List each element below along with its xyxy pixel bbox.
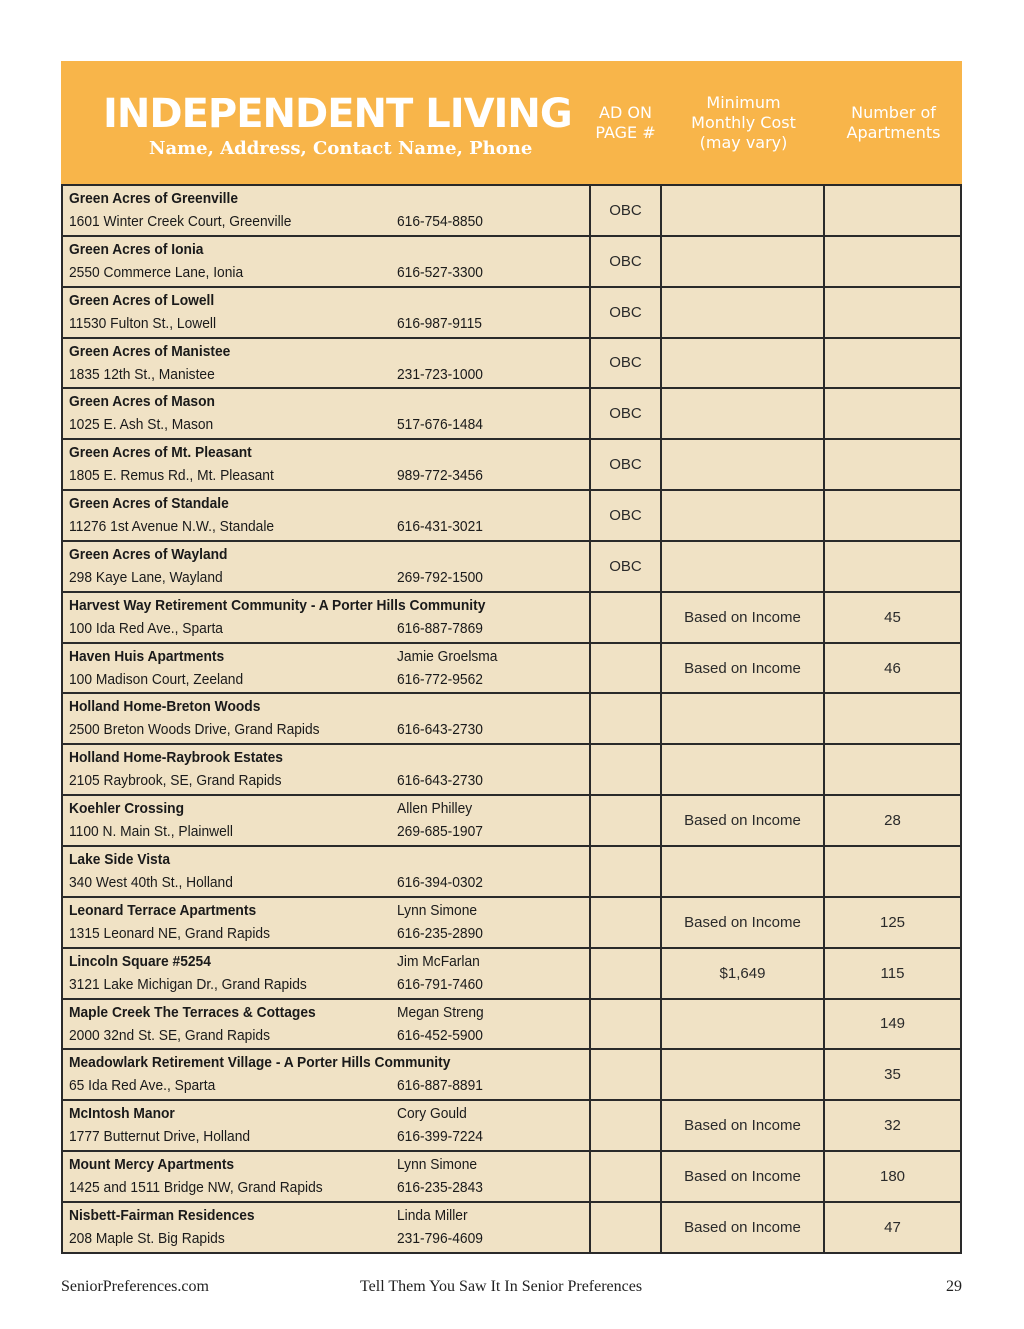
contact-name: Jamie Groelsma <box>397 647 498 665</box>
ad-page-cell: OBC <box>591 389 662 438</box>
phone-number: 616-887-8891 <box>397 1077 483 1095</box>
phone-number: 616-399-7224 <box>397 1128 483 1146</box>
table-row <box>63 947 960 998</box>
ad-page-cell <box>591 694 662 743</box>
listing-name-cell <box>63 237 591 286</box>
ad-page-cell <box>591 1000 662 1049</box>
listing-name-cell <box>63 1152 591 1201</box>
monthly-cost-cell: $1,649 <box>662 949 825 998</box>
phone-number: 616-887-7869 <box>397 619 483 637</box>
listing-name-cell <box>63 186 591 235</box>
column-header-apartments: Number of Apartments <box>846 102 941 142</box>
listing-name-cell <box>63 288 591 337</box>
facility-name: Meadowlark Retirement Village - A Porter Hills Community <box>69 1054 451 1072</box>
apartments-cell: 180 <box>879 1167 906 1185</box>
phone-number: 616-527-3300 <box>397 263 483 281</box>
listing-name-cell <box>63 898 591 947</box>
table-row <box>63 540 960 591</box>
apartments-cell: 46 <box>884 659 901 677</box>
phone-number: 231-723-1000 <box>397 365 483 383</box>
listing-name-cell <box>63 949 591 998</box>
phone-number: 616-452-5900 <box>397 1026 483 1044</box>
listing-name-cell <box>63 644 591 693</box>
facility-name: Green Acres of Lowell <box>69 291 215 309</box>
facility-address: 2000 32nd St. SE, Grand Rapids <box>69 1026 271 1044</box>
facility-address: 100 Madison Court, Zeeland <box>69 670 244 688</box>
facility-name: Leonard Terrace Apartments <box>69 901 257 919</box>
apartments-cell: 32 <box>884 1117 901 1135</box>
apartments-cell: 35 <box>884 1066 901 1084</box>
listing-name-cell <box>63 389 591 438</box>
phone-number: 616-235-2843 <box>397 1179 483 1197</box>
listing-table <box>61 184 962 1254</box>
facility-name: Holland Home-Raybrook Estates <box>69 749 283 767</box>
facility-address: 1315 Leonard NE, Grand Rapids <box>69 924 271 942</box>
ad-page-cell: OBC <box>591 491 662 540</box>
table-row <box>63 998 960 1049</box>
monthly-cost-cell: Based on Income <box>662 1101 825 1150</box>
monthly-cost-cell: Based on Income <box>662 1203 825 1252</box>
facility-address: 100 Ida Red Ave., Sparta <box>69 619 223 637</box>
table-row <box>63 1201 960 1252</box>
facility-name: Maple Creek The Terraces & Cottages <box>69 1003 316 1021</box>
monthly-cost-cell <box>662 1000 825 1049</box>
apartments-cell <box>825 694 960 743</box>
column-header-min-cost: Minimum Monthly Cost (may vary) <box>691 92 796 152</box>
page-title: INDEPENDENT LIVING <box>103 91 572 137</box>
phone-number: 231-796-4609 <box>397 1229 483 1247</box>
ad-page-cell <box>591 644 662 693</box>
facility-address: 1777 Butternut Drive, Holland <box>69 1128 251 1146</box>
facility-name: Green Acres of Mt. Pleasant <box>69 444 252 462</box>
ad-page-cell <box>591 796 662 845</box>
table-row <box>63 235 960 286</box>
facility-name: Mount Mercy Apartments <box>69 1156 235 1174</box>
contact-name: Allen Philley <box>397 800 473 818</box>
apartments-cell: 125 <box>879 913 906 931</box>
phone-number: 616-643-2730 <box>397 721 483 739</box>
ad-page-cell <box>591 1203 662 1252</box>
apartments-cell <box>825 186 960 235</box>
apartments-cell <box>825 288 960 337</box>
phone-number: 616-791-7460 <box>397 975 483 993</box>
footer-tagline: Tell Them You Saw It In Senior Preferences <box>360 1278 643 1295</box>
monthly-cost-cell: Based on Income <box>662 593 825 642</box>
contact-name: Megan Streng <box>397 1003 484 1021</box>
facility-address: 1835 12th St., Manistee <box>69 365 215 383</box>
listing-name-cell <box>63 1000 591 1049</box>
monthly-cost-cell <box>662 440 825 489</box>
phone-number: 616-643-2730 <box>397 772 483 790</box>
table-row <box>63 286 960 337</box>
ad-page-cell: OBC <box>591 542 662 591</box>
facility-address: 2105 Raybrook, SE, Grand Rapids <box>69 772 282 790</box>
facility-address: 340 West 40th St., Holland <box>69 873 233 891</box>
table-row <box>63 845 960 896</box>
apartments-cell: 45 <box>884 608 901 626</box>
contact-name: Lynn Simone <box>397 1156 478 1174</box>
table-row <box>63 184 960 235</box>
phone-number: 616-987-9115 <box>397 314 482 332</box>
facility-address: 65 Ida Red Ave., Sparta <box>69 1077 216 1095</box>
apartments-cell <box>825 237 960 286</box>
apartments-cell <box>825 745 960 794</box>
facility-address: 1425 and 1511 Bridge NW, Grand Rapids <box>69 1179 323 1197</box>
monthly-cost-cell <box>662 491 825 540</box>
contact-name: Lynn Simone <box>397 901 478 919</box>
listing-name-cell <box>63 1050 591 1099</box>
table-row <box>63 1099 960 1150</box>
monthly-cost-cell: Based on Income <box>662 796 825 845</box>
facility-address: 3121 Lake Michigan Dr., Grand Rapids <box>69 975 307 993</box>
ad-page-cell: OBC <box>591 186 662 235</box>
facility-address: 1025 E. Ash St., Mason <box>69 416 214 434</box>
facility-address: 2500 Breton Woods Drive, Grand Rapids <box>69 721 320 739</box>
facility-name: Lincoln Square #5254 <box>69 952 211 970</box>
phone-number: 269-792-1500 <box>397 568 483 586</box>
ad-page-cell: OBC <box>591 339 662 388</box>
table-row <box>63 642 960 693</box>
table-row <box>63 489 960 540</box>
table-row <box>63 692 960 743</box>
apartments-cell: 149 <box>879 1015 906 1033</box>
listing-name-cell <box>63 542 591 591</box>
phone-number: 517-676-1484 <box>397 416 483 434</box>
ad-page-cell <box>591 1050 662 1099</box>
phone-number: 616-772-9562 <box>397 670 483 688</box>
facility-name: Harvest Way Retirement Community - A Porter Hills Community <box>69 596 486 614</box>
phone-number: 989-772-3456 <box>397 467 483 485</box>
monthly-cost-cell <box>662 339 825 388</box>
facility-name: Nisbett-Fairman Residences <box>69 1206 255 1224</box>
monthly-cost-cell <box>662 237 825 286</box>
facility-address: 1601 Winter Creek Court, Greenville <box>69 213 292 230</box>
apartments-cell <box>825 440 960 489</box>
facility-address: 298 Kaye Lane, Wayland <box>69 568 223 586</box>
ad-page-cell: OBC <box>591 237 662 286</box>
monthly-cost-cell <box>662 542 825 591</box>
monthly-cost-cell <box>662 847 825 896</box>
facility-address: 11276 1st Avenue N.W., Standale <box>69 518 275 536</box>
phone-number: 269-685-1907 <box>397 823 483 841</box>
facility-address: 2550 Commerce Lane, Ionia <box>69 263 244 281</box>
listing-name-cell <box>63 796 591 845</box>
facility-address: 1100 N. Main St., Plainwell <box>69 823 233 841</box>
listing-name-cell <box>63 440 591 489</box>
table-row <box>63 387 960 438</box>
ad-page-cell: OBC <box>591 440 662 489</box>
ad-page-cell <box>591 593 662 642</box>
ad-page-cell: OBC <box>591 288 662 337</box>
ad-page-cell <box>591 898 662 947</box>
monthly-cost-cell <box>662 1050 825 1099</box>
facility-name: Green Acres of Greenville <box>69 190 239 207</box>
phone-number: 616-431-3021 <box>397 518 483 536</box>
apartments-cell <box>825 542 960 591</box>
monthly-cost-cell <box>662 745 825 794</box>
ad-page-cell <box>591 949 662 998</box>
listing-name-cell <box>63 1101 591 1150</box>
facility-name: Green Acres of Manistee <box>69 342 231 360</box>
apartments-cell: 115 <box>880 964 905 982</box>
monthly-cost-cell <box>662 694 825 743</box>
listing-name-cell <box>63 1203 591 1252</box>
facility-name: McIntosh Manor <box>69 1105 175 1123</box>
ad-page-cell <box>591 847 662 896</box>
phone-number: 616-235-2890 <box>397 924 483 942</box>
column-header-ad-page: AD ON PAGE # <box>595 102 656 142</box>
table-row <box>63 1150 960 1201</box>
page-number: 29 <box>946 1278 962 1295</box>
facility-name: Holland Home-Breton Woods <box>69 698 261 716</box>
monthly-cost-cell <box>662 288 825 337</box>
table-row <box>63 794 960 845</box>
table-row <box>63 438 960 489</box>
table-row <box>63 591 960 642</box>
phone-number: 616-754-8850 <box>397 213 483 230</box>
monthly-cost-cell <box>662 389 825 438</box>
monthly-cost-cell: Based on Income <box>662 644 825 693</box>
facility-name: Green Acres of Standale <box>69 495 229 513</box>
listing-name-cell <box>63 694 591 743</box>
facility-name: Green Acres of Mason <box>69 393 215 411</box>
apartments-cell <box>825 847 960 896</box>
facility-name: Koehler Crossing <box>69 800 185 818</box>
facility-name: Haven Huis Apartments <box>69 647 225 665</box>
footer-website: SeniorPreferences.com <box>61 1278 209 1295</box>
listing-name-cell <box>63 593 591 642</box>
monthly-cost-cell: Based on Income <box>662 1152 825 1201</box>
facility-address: 1805 E. Remus Rd., Mt. Pleasant <box>69 467 274 485</box>
apartments-cell <box>825 491 960 540</box>
facility-name: Lake Side Vista <box>69 850 171 868</box>
listing-name-cell <box>63 847 591 896</box>
facility-name: Green Acres of Ionia <box>69 240 204 258</box>
contact-name: Jim McFarlan <box>397 952 480 970</box>
apartments-cell: 47 <box>884 1218 901 1236</box>
monthly-cost-cell: Based on Income <box>662 898 825 947</box>
table-row <box>63 1048 960 1099</box>
table-row <box>63 337 960 388</box>
monthly-cost-cell <box>662 186 825 235</box>
apartments-cell <box>825 389 960 438</box>
phone-number: 616-394-0302 <box>397 873 483 891</box>
table-row <box>63 896 960 947</box>
listing-name-cell <box>63 491 591 540</box>
ad-page-cell <box>591 1101 662 1150</box>
ad-page-cell <box>591 1152 662 1201</box>
table-header <box>61 61 962 184</box>
listing-name-cell <box>63 339 591 388</box>
table-row <box>63 743 960 794</box>
page-subtitle: Name, Address, Contact Name, Phone <box>149 138 533 159</box>
ad-page-cell <box>591 745 662 794</box>
facility-name: Green Acres of Wayland <box>69 545 228 563</box>
contact-name: Linda Miller <box>397 1206 468 1224</box>
facility-address: 11530 Fulton St., Lowell <box>69 314 217 332</box>
apartments-cell <box>825 339 960 388</box>
listing-name-cell <box>63 745 591 794</box>
apartments-cell: 28 <box>884 812 901 830</box>
facility-address: 208 Maple St. Big Rapids <box>69 1229 225 1247</box>
contact-name: Cory Gould <box>397 1105 467 1123</box>
